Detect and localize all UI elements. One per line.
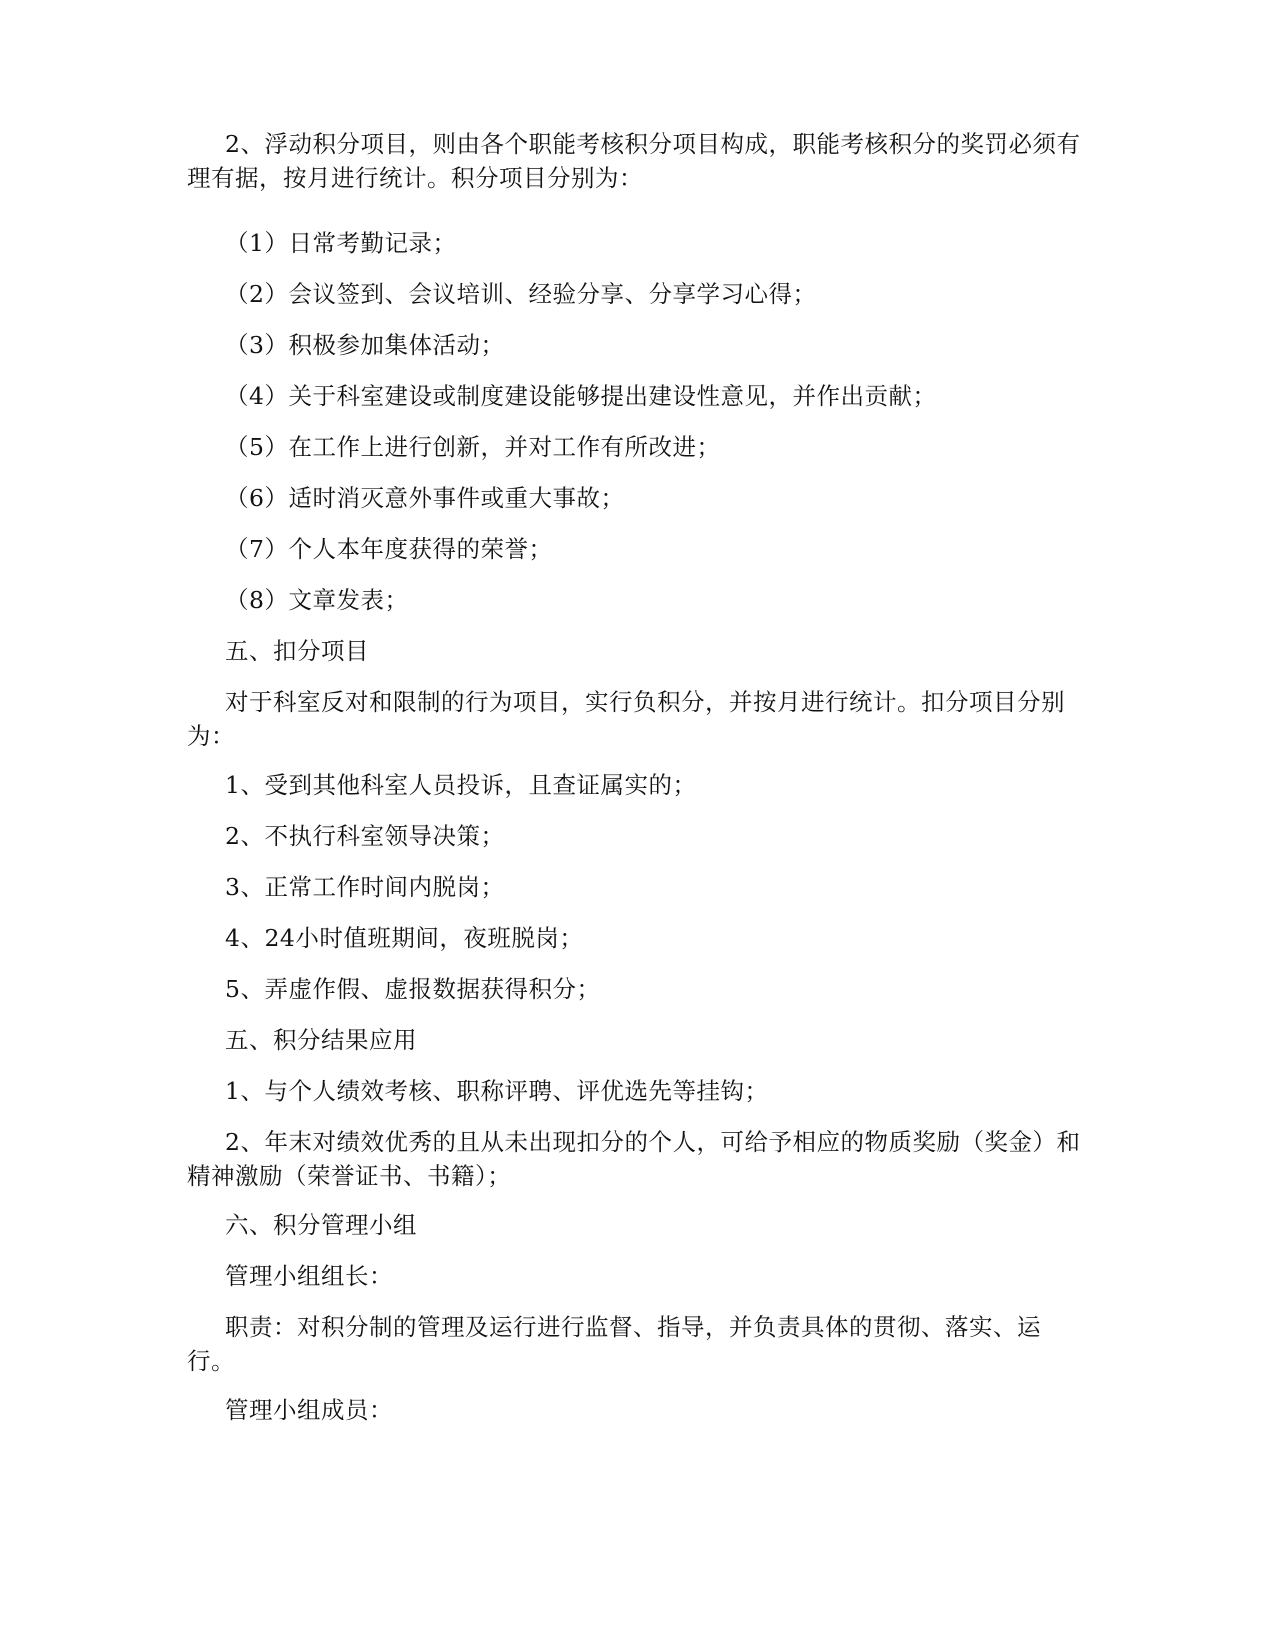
paragraph-item-1: （1）日常考勤记录； — [225, 229, 457, 257]
paragraph-duties: 职责：对积分制的管理及运行进行监督、指导，并负责具体的贯彻、落实、运行。 — [187, 1313, 1041, 1375]
paragraph-item-3: （3）积极参加集体活动； — [225, 331, 505, 359]
paragraph-result-1: 1、与个人绩效考核、职称评聘、评优选先等挂钩； — [225, 1077, 769, 1105]
paragraph-item-8: （8）文章发表； — [225, 586, 409, 614]
paragraph-floating-points: 2、浮动积分项目，则由各个职能考核积分项目构成，职能考核积分的奖罚必须有理有据，按月进行统计。积分项目分别为： — [187, 130, 1081, 192]
paragraph-item-4: （4）关于科室建设或制度建设能够提出建设性意见，并作出贡献； — [225, 382, 937, 410]
paragraph-deduction-3: 3、正常工作时间内脱岗； — [225, 873, 505, 901]
paragraph-deductions-intro: 对于科室反对和限制的行为项目，实行负积分，并按月进行统计。扣分项目分别为： — [187, 688, 1065, 750]
paragraph-deduction-1: 1、受到其他科室人员投诉，且查证属实的； — [225, 771, 697, 799]
paragraph-group-members: 管理小组成员： — [225, 1396, 393, 1424]
section-heading-group: 六、积分管理小组 — [225, 1211, 417, 1239]
section-heading-results: 五、积分结果应用 — [225, 1026, 417, 1054]
paragraph-item-6: （6）适时消灭意外事件或重大事故； — [225, 484, 625, 512]
paragraph-item-5: （5）在工作上进行创新，并对工作有所改进； — [225, 433, 721, 461]
paragraph-item-7: （7）个人本年度获得的荣誉； — [225, 535, 553, 563]
paragraph-deduction-5: 5、弄虚作假、虚报数据获得积分； — [225, 975, 601, 1003]
section-heading-deductions: 五、扣分项目 — [225, 637, 369, 665]
paragraph-item-2: （2）会议签到、会议培训、经验分享、分享学习心得； — [225, 280, 817, 308]
paragraph-result-2: 2、年末对绩效优秀的且从未出现扣分的个人，可给予相应的物质奖励（奖金）和精神激励（荣誉证书、书籍）； — [187, 1128, 1081, 1190]
paragraph-deduction-4: 4、24小时值班期间，夜班脱岗； — [225, 924, 584, 952]
paragraph-group-leader: 管理小组组长： — [225, 1262, 393, 1290]
paragraph-deduction-2: 2、不执行科室领导决策； — [225, 822, 505, 850]
